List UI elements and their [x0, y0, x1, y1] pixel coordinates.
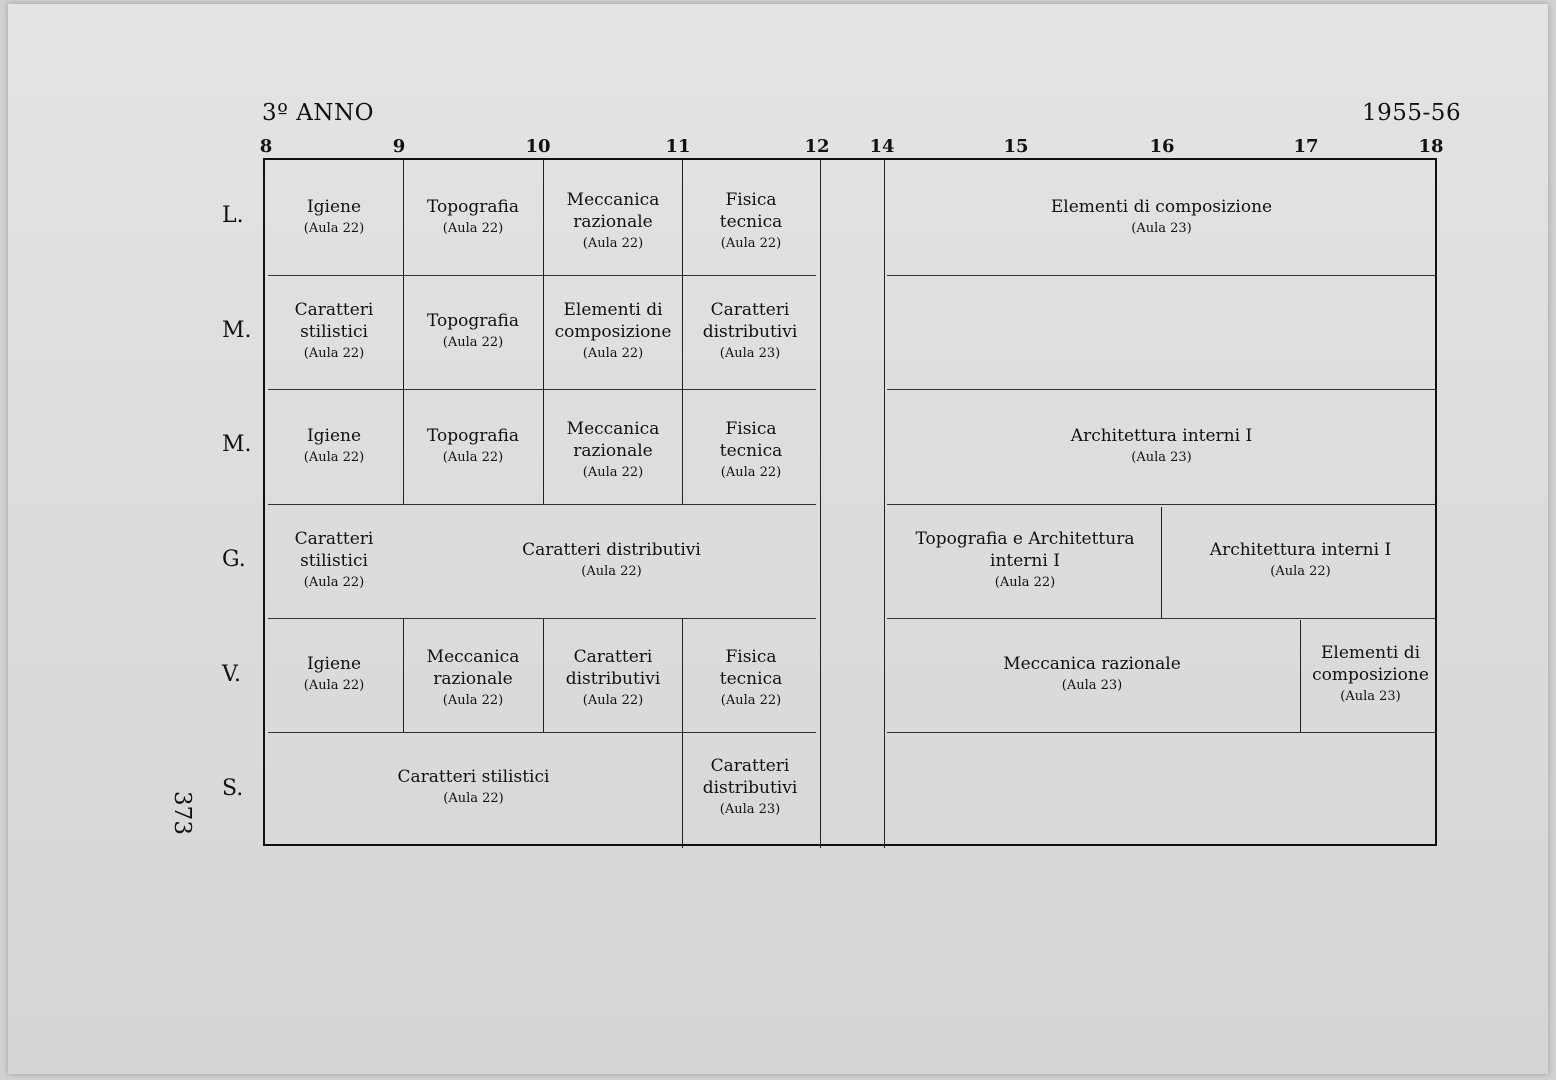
hour-label: 9 — [392, 136, 406, 157]
class-cell — [403, 504, 820, 618]
page-number: 373 — [168, 791, 195, 835]
grid-line — [1300, 620, 1301, 732]
room-label: (Aula 23) — [719, 802, 781, 817]
room-label: (Aula 22) — [443, 791, 504, 806]
timetable-grid — [263, 158, 1437, 846]
subject-name: Elementi di composizione — [1312, 643, 1429, 685]
grid-line — [887, 732, 1435, 733]
academic-year: 1955-56 — [1362, 100, 1462, 126]
class-cell — [689, 732, 811, 844]
room-label: (Aula 22) — [303, 678, 365, 693]
room-label: (Aula 22) — [442, 449, 504, 465]
class-cell — [549, 160, 677, 275]
class-cell — [1302, 618, 1439, 732]
class-cell — [265, 732, 682, 844]
subject-name: Elementi di composizione — [554, 300, 672, 342]
subject-name: Meccanica razionale — [566, 189, 660, 232]
room-label: (Aula 22) — [720, 693, 782, 708]
subject-name: Fisica tecnica — [719, 418, 783, 461]
room-label: (Aula 22) — [303, 449, 365, 465]
hour-label: 14 — [869, 136, 895, 157]
subject-name: Caratteri distributivi — [565, 647, 661, 689]
grid-line — [543, 160, 544, 504]
room-label: (Aula 22) — [994, 575, 1056, 590]
room-label: (Aula 22) — [582, 693, 644, 708]
room-label: (Aula 22) — [442, 693, 504, 708]
subject-name: Elementi di composizione — [1050, 196, 1273, 217]
subject-name: Meccanica razionale — [566, 418, 660, 461]
class-cell — [403, 389, 543, 504]
room-label: (Aula 22) — [442, 220, 504, 236]
grid-line — [682, 160, 683, 504]
class-cell — [403, 160, 543, 275]
class-cell — [547, 275, 679, 389]
subject-name: Caratteri distributivi — [702, 756, 798, 798]
class-cell — [693, 389, 809, 504]
subject-name: Topografia — [427, 196, 519, 217]
hour-label: 18 — [1418, 136, 1444, 157]
hour-label: 11 — [665, 136, 691, 157]
room-label: (Aula 22) — [303, 346, 365, 361]
class-cell — [693, 160, 809, 275]
subject-name: Fisica tecnica — [719, 189, 783, 232]
class-cell — [693, 618, 809, 732]
hour-label: 16 — [1149, 136, 1175, 157]
day-label-monday: L. — [222, 203, 244, 228]
subject-name: Architettura interni I — [1209, 540, 1392, 560]
room-label: (Aula 23) — [1131, 449, 1192, 465]
class-cell — [549, 618, 677, 732]
room-label: (Aula 22) — [303, 575, 365, 590]
class-cell — [265, 504, 403, 618]
subject-name: Topografia — [427, 425, 519, 446]
subject-name: Caratteri stilistici — [294, 529, 374, 571]
subject-name: Fisica tecnica — [719, 647, 783, 689]
room-label: (Aula 22) — [720, 464, 782, 480]
hour-label: 17 — [1293, 136, 1319, 157]
class-cell — [409, 618, 537, 732]
subject-name: Topografia — [427, 311, 519, 331]
room-label: (Aula 22) — [581, 564, 642, 579]
room-label: (Aula 23) — [1340, 689, 1401, 704]
class-cell — [884, 618, 1300, 732]
day-label-wednesday: M. — [222, 432, 252, 457]
class-cell — [265, 618, 403, 732]
class-cell — [403, 275, 543, 389]
room-label: (Aula 22) — [720, 235, 782, 251]
year-label: 3º ANNO — [262, 100, 374, 126]
day-label-tuesday: M. — [222, 318, 252, 343]
room-label: (Aula 22) — [582, 464, 644, 480]
subject-name: Architettura interni I — [1070, 425, 1253, 446]
class-cell — [884, 160, 1439, 275]
room-label: (Aula 22) — [1270, 564, 1331, 579]
room-label: (Aula 23) — [1061, 678, 1123, 693]
subject-name: Igiene — [306, 425, 362, 446]
class-cell — [895, 504, 1155, 618]
day-label-friday: V. — [222, 662, 242, 687]
class-cell — [265, 160, 403, 275]
subject-name: Caratteri stilistici — [294, 300, 374, 342]
hour-label: 10 — [525, 136, 551, 157]
room-label: (Aula 22) — [442, 335, 504, 350]
subject-name: Meccanica razionale — [1003, 654, 1181, 674]
class-cell — [549, 389, 677, 504]
subject-name: Igiene — [306, 654, 362, 674]
subject-name: Meccanica razionale — [426, 647, 520, 689]
grid-line — [543, 618, 544, 732]
room-label: (Aula 22) — [582, 235, 644, 251]
class-cell — [1162, 504, 1439, 618]
subject-name: Igiene — [306, 196, 362, 217]
subject-name: Caratteri stilistici — [397, 767, 550, 787]
hour-label: 12 — [804, 136, 830, 157]
class-cell — [265, 275, 403, 389]
class-cell — [884, 389, 1439, 504]
room-label: (Aula 23) — [719, 346, 781, 361]
room-label: (Aula 22) — [303, 220, 365, 236]
subject-name: Caratteri distributivi — [702, 300, 798, 342]
subject-name: Caratteri distributivi — [522, 540, 701, 560]
room-label: (Aula 23) — [1131, 220, 1192, 236]
hour-label: 8 — [259, 136, 273, 157]
grid-line — [887, 275, 1435, 276]
class-cell — [265, 389, 403, 504]
grid-line — [403, 618, 404, 732]
day-label-saturday: S. — [222, 776, 244, 801]
day-label-thursday: G. — [222, 547, 246, 572]
class-cell — [689, 275, 811, 389]
grid-line — [820, 160, 821, 848]
hour-label: 15 — [1003, 136, 1029, 157]
room-label: (Aula 22) — [582, 346, 644, 361]
subject-name: Topografia e Architettura interni I — [915, 529, 1135, 571]
